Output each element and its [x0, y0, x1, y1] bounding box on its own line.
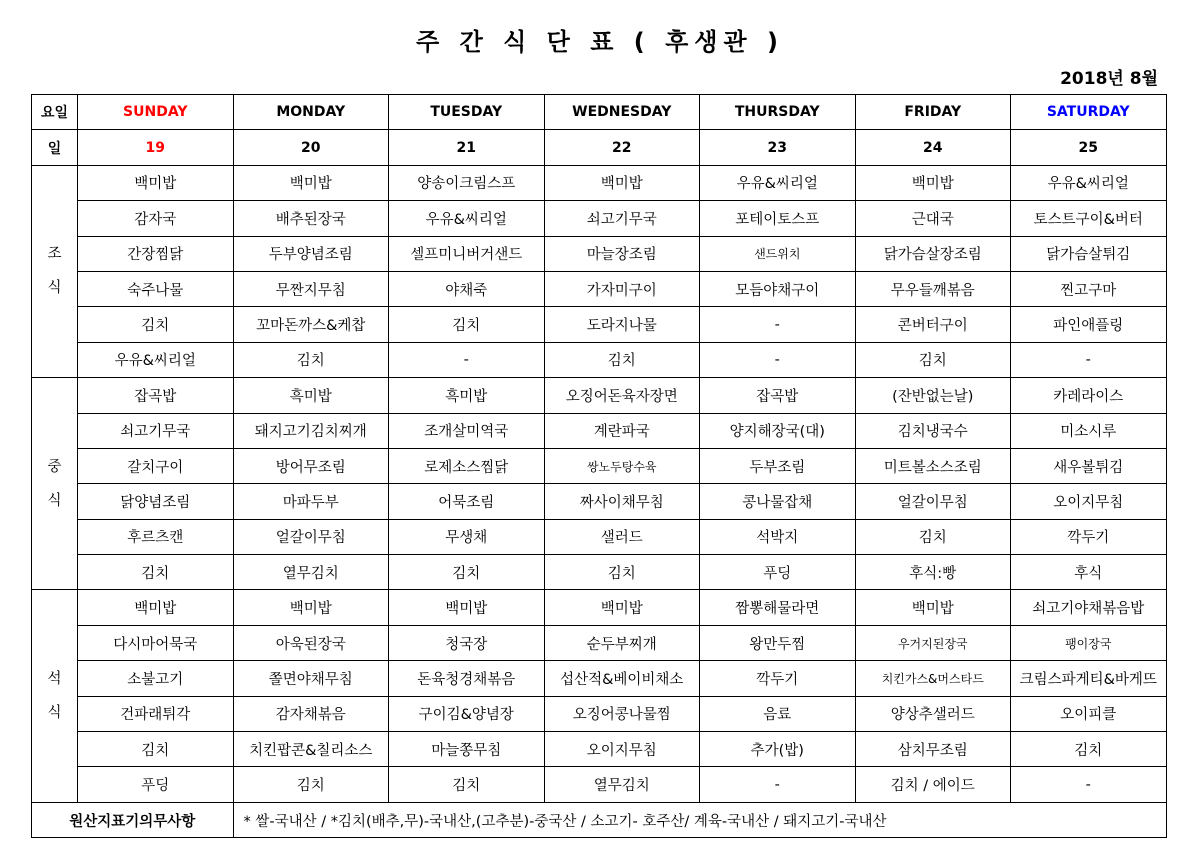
- menu-cell: 돈육청경채볶음: [389, 661, 545, 696]
- menu-cell: 아욱된장국: [233, 625, 389, 660]
- date-saturday: 25: [1011, 130, 1167, 165]
- page-title: 주 간 식 단 표 ( 후생관 ): [416, 28, 784, 56]
- menu-cell: 김치: [855, 342, 1011, 377]
- menu-cell: 백미밥: [233, 590, 389, 625]
- breakfast-row: [32, 307, 1167, 342]
- menu-cell: 간장찜닭: [78, 236, 234, 271]
- menu-cell: 청국장: [389, 625, 545, 660]
- menu-cell: 김치: [544, 342, 700, 377]
- menu-cell: 갈치구이: [78, 448, 234, 483]
- menu-cell: 닭가슴살튀김: [1011, 236, 1167, 271]
- day-header-tuesday: TUESDAY: [389, 95, 545, 130]
- menu-cell: 콘버터구이: [855, 307, 1011, 342]
- menu-cell: 가자미구이: [544, 271, 700, 306]
- lunch-row: [32, 378, 1167, 413]
- menu-cell: 돼지고기김치찌개: [233, 413, 389, 448]
- menu-cell: 치킨가스&머스타드: [855, 661, 1011, 696]
- breakfast-row: [32, 236, 1167, 271]
- menu-cell: 깍두기: [700, 661, 856, 696]
- lunch-row: [32, 519, 1167, 554]
- breakfast-row: [32, 271, 1167, 306]
- month-label: 2018년 8월: [1060, 69, 1158, 89]
- menu-cell: 양상추샐러드: [855, 696, 1011, 731]
- lunch-row: [32, 413, 1167, 448]
- dinner-label: [32, 590, 78, 802]
- menu-cell: 우유&씨리얼: [700, 165, 856, 200]
- menu-cell: 짜사이채무침: [544, 484, 700, 519]
- menu-cell: 셀프미니버거샌드: [389, 236, 545, 271]
- menu-cell: 쌍노두탕수육: [544, 448, 700, 483]
- menu-cell: -: [1011, 342, 1167, 377]
- lunch-row: [32, 484, 1167, 519]
- menu-cell: 꼬마돈까스&케찹: [233, 307, 389, 342]
- menu-cell: 오이지무침: [1011, 484, 1167, 519]
- menu-cell: 미트볼소스조림: [855, 448, 1011, 483]
- menu-cell: -: [700, 307, 856, 342]
- menu-cell: 음료: [700, 696, 856, 731]
- menu-cell: 김치: [389, 307, 545, 342]
- menu-cell: 후식:빵: [855, 555, 1011, 590]
- menu-cell: 짬뽕해물라면: [700, 590, 856, 625]
- lunch-row: [32, 448, 1167, 483]
- menu-cell: 오징어돈육자장면: [544, 378, 700, 413]
- menu-cell: 백미밥: [78, 165, 234, 200]
- date-tuesday: 21: [389, 130, 545, 165]
- menu-cell: 건파래튀각: [78, 696, 234, 731]
- origin-notice-label: 원산지표기의무사항: [32, 802, 234, 837]
- menu-cell: 마늘장조림: [544, 236, 700, 271]
- menu-cell: 쇠고기무국: [78, 413, 234, 448]
- menu-cell: 파인애플링: [1011, 307, 1167, 342]
- menu-cell: 섭산적&베이비채소: [544, 661, 700, 696]
- menu-cell: 김치: [389, 555, 545, 590]
- menu-cell: 닭가슴살장조림: [855, 236, 1011, 271]
- menu-cell: 김치 / 에이드: [855, 767, 1011, 802]
- menu-cell: 김치냉국수: [855, 413, 1011, 448]
- dinner-row: [32, 590, 1167, 625]
- menu-cell: 포테이토스프: [700, 201, 856, 236]
- menu-cell: 김치: [1011, 732, 1167, 767]
- dinner-label-line1: 석: [47, 671, 62, 688]
- menu-cell: -: [1011, 767, 1167, 802]
- menu-cell: 두부양념조림: [233, 236, 389, 271]
- lunch-label-line2: 식: [47, 492, 62, 509]
- dinner-row: [32, 661, 1167, 696]
- menu-cell: 오징어콩나물찜: [544, 696, 700, 731]
- menu-cell: 우유&씨리얼: [78, 342, 234, 377]
- breakfast-row: [32, 201, 1167, 236]
- day-header-monday: MONDAY: [233, 95, 389, 130]
- menu-cell: 김치: [544, 555, 700, 590]
- menu-cell: 다시마어묵국: [78, 625, 234, 660]
- menu-cell: 야채죽: [389, 271, 545, 306]
- menu-cell: (잔반없는날): [855, 378, 1011, 413]
- menu-cell: 조개살미역국: [389, 413, 545, 448]
- breakfast-label-line2: 식: [47, 280, 62, 297]
- menu-cell: 잡곡밥: [78, 378, 234, 413]
- menu-cell: 푸딩: [78, 767, 234, 802]
- menu-cell: 석박지: [700, 519, 856, 554]
- menu-cell: 양지해장국(대): [700, 413, 856, 448]
- menu-cell: 후르츠캔: [78, 519, 234, 554]
- menu-cell: 어묵조림: [389, 484, 545, 519]
- breakfast-label-line1: 조: [47, 246, 62, 263]
- menu-cell: 김치: [389, 767, 545, 802]
- menu-cell: 삼치무조림: [855, 732, 1011, 767]
- menu-cell: -: [389, 342, 545, 377]
- weekday-row: [32, 95, 1167, 130]
- dinner-row: [32, 732, 1167, 767]
- menu-cell: 흑미밥: [233, 378, 389, 413]
- menu-cell: 김치: [78, 555, 234, 590]
- origin-notice-text: * 쌀-국내산 / *김치(배추,무)-국내산,(고추분)-중국산 / 소고기- 호주산/ 계육-국내산 / 돼지고기-국내산: [233, 802, 1166, 837]
- menu-cell: 마파두부: [233, 484, 389, 519]
- breakfast-label: [32, 165, 78, 377]
- origin-notice-row: [32, 802, 1167, 837]
- menu-cell: 도라지나물: [544, 307, 700, 342]
- menu-cell: 오이지무침: [544, 732, 700, 767]
- menu-cell: 백미밥: [855, 165, 1011, 200]
- menu-cell: 백미밥: [544, 165, 700, 200]
- menu-cell: 방어무조림: [233, 448, 389, 483]
- menu-cell: 김치: [78, 732, 234, 767]
- date-friday: 24: [855, 130, 1011, 165]
- menu-cell: 카레라이스: [1011, 378, 1167, 413]
- dinner-row: [32, 767, 1167, 802]
- menu-cell: 치킨팝콘&칠리소스: [233, 732, 389, 767]
- menu-cell: -: [700, 342, 856, 377]
- date-monday: 20: [233, 130, 389, 165]
- menu-cell: 쇠고기야채볶음밥: [1011, 590, 1167, 625]
- menu-cell: 왕만두찜: [700, 625, 856, 660]
- menu-cell: 얼갈이무침: [855, 484, 1011, 519]
- menu-cell: 크림스파게티&바게뜨: [1011, 661, 1167, 696]
- menu-cell: 소불고기: [78, 661, 234, 696]
- menu-cell: 백미밥: [233, 165, 389, 200]
- menu-cell: 쫄면야채무침: [233, 661, 389, 696]
- menu-cell: 숙주나물: [78, 271, 234, 306]
- dinner-label-line2: 식: [47, 705, 62, 722]
- day-header-sunday: SUNDAY: [78, 95, 234, 130]
- menu-cell: 후식: [1011, 555, 1167, 590]
- menu-cell: 김치: [233, 767, 389, 802]
- weekly-menu-table: [31, 94, 1167, 838]
- lunch-label-line1: 중: [47, 458, 62, 475]
- day-header-thursday: THURSDAY: [700, 95, 856, 130]
- menu-cell: 팽이장국: [1011, 625, 1167, 660]
- menu-cell: 무짠지무침: [233, 271, 389, 306]
- menu-cell: 열무김치: [233, 555, 389, 590]
- date-thursday: 23: [700, 130, 856, 165]
- menu-cell: 새우볼튀김: [1011, 448, 1167, 483]
- weekday-label: 요일: [32, 95, 78, 130]
- menu-cell: 추가(밥): [700, 732, 856, 767]
- menu-cell: 오이피클: [1011, 696, 1167, 731]
- date-sunday: 19: [78, 130, 234, 165]
- menu-cell: 모듬야채구이: [700, 271, 856, 306]
- day-header-saturday: SATURDAY: [1011, 95, 1167, 130]
- day-header-friday: FRIDAY: [855, 95, 1011, 130]
- lunch-row: [32, 555, 1167, 590]
- menu-cell: 얼갈이무침: [233, 519, 389, 554]
- lunch-label: [32, 378, 78, 590]
- day-header-wednesday: WEDNESDAY: [544, 95, 700, 130]
- menu-cell: 쇠고기무국: [544, 201, 700, 236]
- menu-cell: 김치: [855, 519, 1011, 554]
- date-row: [32, 130, 1167, 165]
- menu-cell: 우거지된장국: [855, 625, 1011, 660]
- menu-cell: 우유&씨리얼: [389, 201, 545, 236]
- menu-cell: 샐러드: [544, 519, 700, 554]
- menu-cell: 마늘쫑무침: [389, 732, 545, 767]
- menu-cell: 백미밥: [78, 590, 234, 625]
- menu-cell: 백미밥: [544, 590, 700, 625]
- menu-cell: 찐고구마: [1011, 271, 1167, 306]
- menu-cell: 김치: [78, 307, 234, 342]
- menu-cell: 두부조림: [700, 448, 856, 483]
- breakfast-row: [32, 342, 1167, 377]
- menu-cell: 백미밥: [389, 590, 545, 625]
- menu-cell: 배추된장국: [233, 201, 389, 236]
- menu-cell: 순두부찌개: [544, 625, 700, 660]
- dinner-row: [32, 696, 1167, 731]
- menu-cell: 흑미밥: [389, 378, 545, 413]
- menu-cell: 우유&씨리얼: [1011, 165, 1167, 200]
- menu-cell: 감자국: [78, 201, 234, 236]
- menu-body: [32, 95, 1167, 838]
- menu-cell: 잡곡밥: [700, 378, 856, 413]
- menu-cell: 백미밥: [855, 590, 1011, 625]
- menu-cell: 깍두기: [1011, 519, 1167, 554]
- menu-cell: 구이김&양념장: [389, 696, 545, 731]
- date-label: 일: [32, 130, 78, 165]
- menu-cell: -: [700, 767, 856, 802]
- menu-cell: 미소시루: [1011, 413, 1167, 448]
- menu-cell: 감자채볶음: [233, 696, 389, 731]
- menu-cell: 샌드위치: [700, 236, 856, 271]
- date-wednesday: 22: [544, 130, 700, 165]
- menu-cell: 근대국: [855, 201, 1011, 236]
- menu-cell: 무우들깨볶음: [855, 271, 1011, 306]
- menu-cell: 푸딩: [700, 555, 856, 590]
- menu-cell: 콩나물잡채: [700, 484, 856, 519]
- menu-cell: 양송이크림스프: [389, 165, 545, 200]
- menu-cell: 토스트구이&버터: [1011, 201, 1167, 236]
- menu-cell: 로제소스찜닭: [389, 448, 545, 483]
- menu-cell: 계란파국: [544, 413, 700, 448]
- menu-cell: 김치: [233, 342, 389, 377]
- breakfast-row: [32, 165, 1167, 200]
- menu-cell: 무생채: [389, 519, 545, 554]
- menu-cell: 닭양념조림: [78, 484, 234, 519]
- menu-cell: 열무김치: [544, 767, 700, 802]
- dinner-row: [32, 625, 1167, 660]
